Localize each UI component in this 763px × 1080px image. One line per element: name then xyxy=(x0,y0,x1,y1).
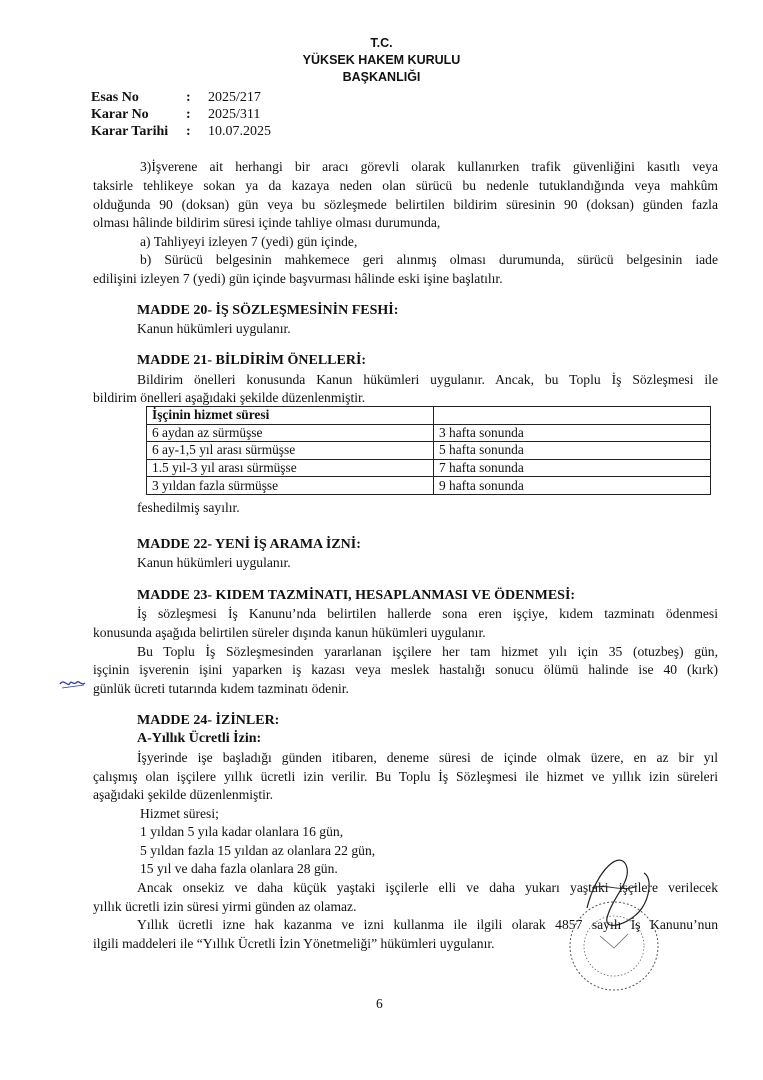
article-24-line: İşyerinde işe başladığı günden itibaren, deneme süresi de içinde olmak üzere, en az bir yıl xyxy=(137,750,718,765)
period-cell: 6 ay-1,5 yıl arası sürmüşse xyxy=(147,442,434,460)
article-24-line: Hizmet süresi; xyxy=(140,806,219,821)
meta-row-tarih xyxy=(91,123,271,140)
table-row xyxy=(147,477,711,495)
article-23-line: işçinin işverenin işini yaparken iş kazası veya meslek hastalığı sonucu ölümü halinde ise 40 (kırk) xyxy=(93,662,718,677)
meta-value: 10.07.2025 xyxy=(208,124,271,139)
intro-line: a) Tahliyeyi izleyen 7 (yedi) gün içinde, xyxy=(140,234,358,249)
handwritten-initials xyxy=(58,674,88,694)
period-cell: 6 aydan az sürmüşse xyxy=(147,424,434,442)
meta-value: 2025/311 xyxy=(208,107,261,122)
table-header-cell-empty xyxy=(434,407,711,425)
article-24-line: çalışmış olan işçilere yıllık ücretli izin verilir. Bu Toplu İş Sözleşmesi ile hizmet ve yıllık izin süreleri xyxy=(93,769,718,784)
article-24-line: ilgili maddeleri ile “Yıllık Ücretli İzin Yönetmeliği” hükümleri uygulanır. xyxy=(93,936,495,951)
meta-key: Karar No xyxy=(91,107,149,122)
header-tc: T.C. xyxy=(370,36,393,50)
period-cell: 1.5 yıl-3 yıl arası sürmüşse xyxy=(147,459,434,477)
article-21-after: feshedilmiş sayılır. xyxy=(137,500,240,515)
article-23-title: MADDE 23- KIDEM TAZMİNATI, HESAPLANMASI VE ÖDENMESİ: xyxy=(137,588,576,603)
intro-line: edilişini izleyen 7 (yedi) gün içinde başvurması hâlinde eski işine başlatılır. xyxy=(93,271,503,286)
intro-line: taksirle tehlikeye sokan ya da kazaya neden olan sürücü bu nedenle tutuklandığında veya mahkûm xyxy=(93,178,718,193)
article-23-line: Bu Toplu İş Sözleşmesinden yararlanan işçilere her tam hizmet yılı için 35 (otuzbeş) gün, xyxy=(137,644,718,659)
signature-stamp xyxy=(552,848,672,993)
article-24-line: 15 yıl ve daha fazla olanlara 28 gün. xyxy=(140,861,338,876)
header-institution: YÜKSEK HAKEM KURULU xyxy=(302,53,461,67)
article-24-title: MADDE 24- İZİNLER: xyxy=(137,713,280,728)
page-number: 6 xyxy=(376,996,383,1011)
article-21-line: bildirim önelleri aşağıdaki şekilde düzenlenmiştir. xyxy=(93,390,366,405)
article-20-title: MADDE 20- İŞ SÖZLEŞMESİNİN FESHİ: xyxy=(137,303,399,318)
article-23-line: İş sözleşmesi İş Kanunu’nda belirtilen hallerde sona eren işçiye, kıdem tazminatı ödenmesi xyxy=(137,606,718,621)
table-row xyxy=(147,424,711,442)
case-meta xyxy=(91,89,271,140)
notice-cell: 7 hafta sonunda xyxy=(434,459,711,477)
table-header-cell: İşçinin hizmet süresi xyxy=(147,407,434,425)
article-21-line: Bildirim önelleri konusunda Kanun hükümleri uygulanır. Ancak, bu Toplu İş Sözleşmesi ile xyxy=(137,372,718,387)
table-row xyxy=(147,459,711,477)
article-24-subtitle: A-Yıllık Ücretli İzin: xyxy=(137,731,262,746)
header-presidency: BAŞKANLIĞI xyxy=(342,70,421,84)
article-22-title: MADDE 22- YENİ İŞ ARAMA İZNİ: xyxy=(137,537,361,552)
intro-line: 3)İşverene ait herhangi bir aracı görevli olarak kullanırken trafik güvenliğini kasıtlı veya xyxy=(140,159,718,174)
intro-line: olduğunda 90 (doksan) gün veya bu sözleşmede belirtilen bildirim süresinin 90 (doksan) günden fazla xyxy=(93,197,718,212)
meta-sep: : xyxy=(186,124,191,139)
table-header-row xyxy=(147,407,711,425)
meta-row-karar xyxy=(91,106,271,123)
notice-cell: 3 hafta sonunda xyxy=(434,424,711,442)
notice-cell: 5 hafta sonunda xyxy=(434,442,711,460)
article-22-text: Kanun hükümleri uygulanır. xyxy=(137,555,291,570)
meta-key: Esas No xyxy=(91,90,139,105)
meta-sep: : xyxy=(186,90,191,105)
meta-sep: : xyxy=(186,107,191,122)
article-20-text: Kanun hükümleri uygulanır. xyxy=(137,321,291,336)
article-23-line: konusunda aşağıda belirtilen süreler dışında kanun hükümleri uygulanır. xyxy=(93,625,486,640)
notice-period-table xyxy=(146,406,711,495)
article-23-line: günlük ücreti tutarında kıdem tazminatı ödenir. xyxy=(93,681,349,696)
article-24-line: Ancak onsekiz ve daha küçük yaştaki işçilerle elli ve daha yukarı yaştaki işçilere verilecek xyxy=(137,880,718,895)
article-21-title: MADDE 21- BİLDİRİM ÖNELLERİ: xyxy=(137,353,367,368)
article-24-line: aşağıdaki şekilde düzenlenmiştir. xyxy=(93,787,274,802)
article-24-line: 5 yıldan fazla 15 yıldan az olanlara 22 gün, xyxy=(140,843,376,858)
meta-row-esas xyxy=(91,89,271,106)
period-cell: 3 yıldan fazla sürmüşse xyxy=(147,477,434,495)
article-24-line: yıllık ücretli izin süresi yirmi günden az olamaz. xyxy=(93,899,357,914)
notice-cell: 9 hafta sonunda xyxy=(434,477,711,495)
intro-line: b) Sürücü belgesinin mahkemece geri alınmış olması durumunda, sürücü belgesinin iade xyxy=(140,252,718,267)
meta-value: 2025/217 xyxy=(208,90,261,105)
article-24-line: Yıllık ücretli izne hak kazanma ve izni kullanma ile ilgili olarak 4857 sayılı İş Kanunu’nun xyxy=(137,917,718,932)
table-row xyxy=(147,442,711,460)
meta-key: Karar Tarihi xyxy=(91,124,169,139)
article-24-line: 1 yıldan 5 yıla kadar olanlara 16 gün, xyxy=(140,824,344,839)
intro-line: olması hâlinde bildirim süresi içinde tahliye olması durumunda, xyxy=(93,215,441,230)
